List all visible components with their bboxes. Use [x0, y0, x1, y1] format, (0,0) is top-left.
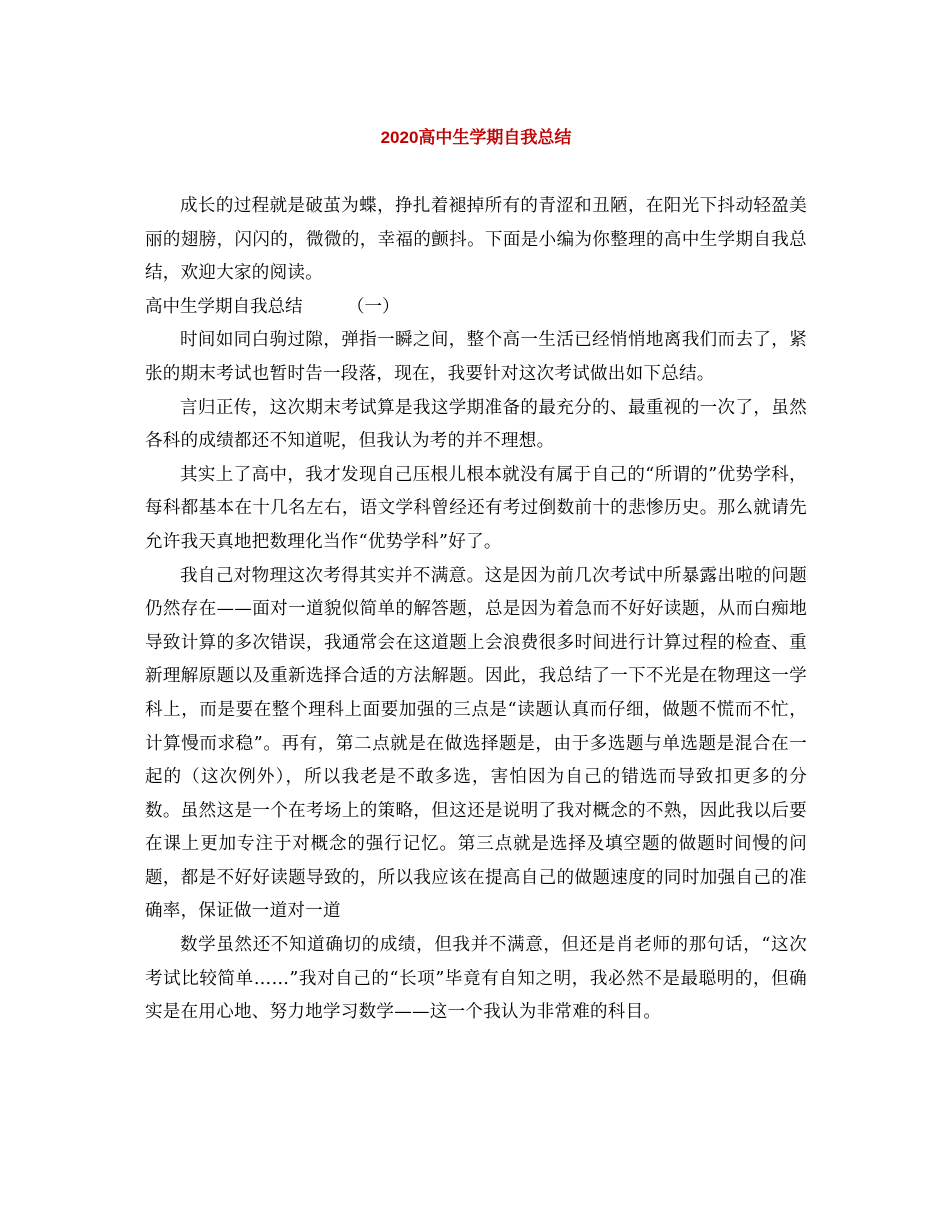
body-paragraph-3: 其实上了高中，我才发现自己压根儿根本就没有属于自己的“所谓的”优势学科，每科都基本在十几名左右，语文学科曾经还有考过倒数前十的悲惨历史。那么就请先允许我天真地把数理化当作“优势学科”好了。 — [145, 464, 807, 552]
body-paragraph-1: 时间如同白驹过隙，弹指一瞬之间，整个高一生活已经悄悄地离我们而去了，紧张的期末考试也暂时告一段落，现在，我要针对这次考试做出如下总结。 — [145, 330, 807, 384]
document-page — [145, 118, 807, 1030]
section-heading: 高中生学期自我总结 （一） — [145, 296, 400, 317]
body-paragraph-2: 言归正传，这次期末考试算是我这学期准备的最充分的、最重视的一次了，虽然各科的成绩都还不知道呢，但我认为考的并不理想。 — [145, 397, 807, 452]
body-paragraph-5: 数学虽然还不知道确切的成绩，但我并不满意，但还是肖老师的那句话，“这次考试比较简单……”我对自己的“长项”毕竟有自知之明，我必然不是最聪明的，但确实是在用心地、努力地学习数学——这一个我认为非常难的科目。 — [145, 935, 807, 1023]
document-title: 2020高中生学期自我总结 — [380, 128, 572, 147]
intro-paragraph: 成长的过程就是破茧为蝶，挣扎着褪掉所有的青涩和丑陋，在阳光下抖动轻盈美丽的翅膀，闪闪的，微微的，幸福的颤抖。下面是小编为你整理的高中生学期自我总结，欢迎大家的阅读。 — [145, 196, 807, 284]
title-spacer — [145, 158, 807, 190]
body-paragraph-4: 我自己对物理这次考得其实并不满意。这是因为前几次考试中所暴露出啦的问题仍然存在——面对一道貌似简单的解答题，总是因为着急而不好好读题，从而白痴地导致计算的多次错误，我通常会在这道题上会浪费很多时间进行计算过程的检查、重新理解原题以及重新选择合适的方法解题。因此，我总结了一下不光是在物理这一学科上，而是要在整个理科上面要加强的三点是“读题认真而仔细，做题不慌而不忙，计算慢而求稳”。再有，第二点就是在做选择题是，由于多选题与单选题是混合在一起的（这次例外），所以我老是不敢多选，害怕因为自己的错选而导致扣更多的分数。虽然这是一个在考场上的策略，但这还是说明了我对概念的不熟，因此我以后要在课上更加专注于对概念的强行记忆。第三点就是选择及填空题的做题时间慢的问题，都是不好好读题导致的，所以我应该在提高自己的做题速度的同时加强自己的准确率，保证做一道对一道 — [145, 565, 807, 922]
